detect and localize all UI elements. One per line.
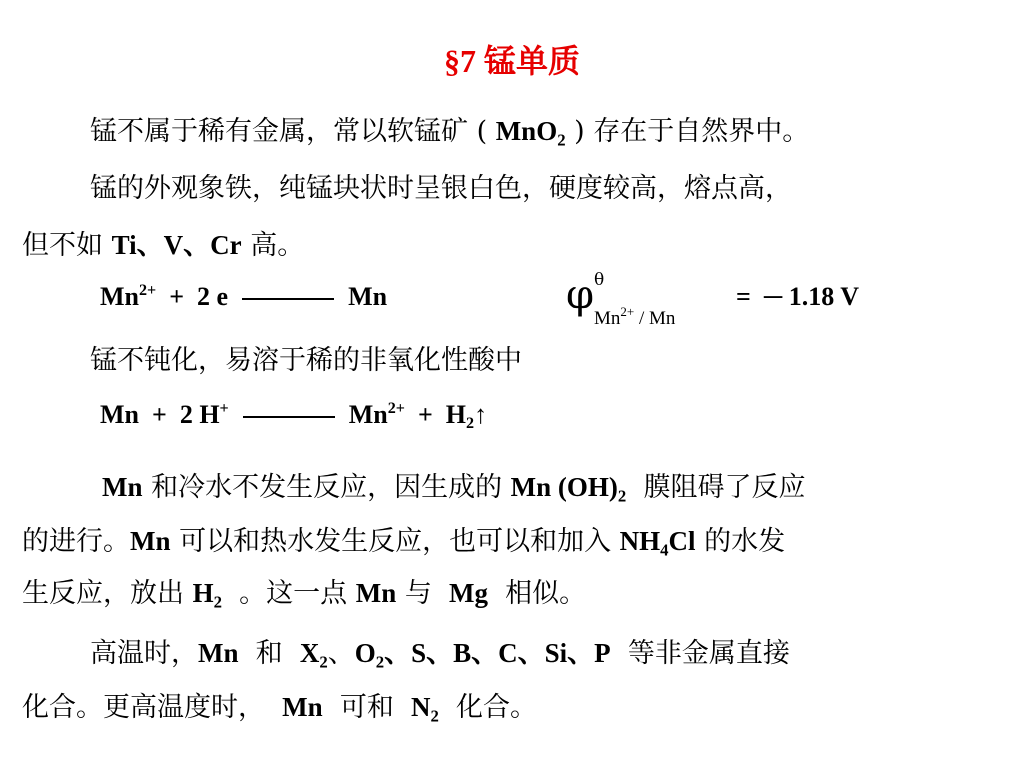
metal-list: Ti、V、Cr	[111, 230, 242, 260]
paragraph-water-line3: 生反应，放出 $H_2$ 。这一点 Mn 与 Mg 相似。	[22, 578, 587, 612]
reduction-equation: $Mn^{2+} + 2$ e Mn	[100, 282, 388, 311]
standard-potential-symbol	[566, 270, 676, 329]
paragraph-appearance-line1: 锰的外观象铁，纯锰块状时呈银白色，硬度较高，熔点高，	[90, 173, 792, 204]
phi-symbol: φ	[566, 272, 595, 318]
acid-reaction-equation: Mn + 2 H+ $Mn^{2+}$ + $H_2↑$	[100, 400, 488, 433]
paragraph-water-line1: Mn 和冷水不发生反应，因生成的 Mn $(OH)_2$ 膜阻碍了反应	[102, 472, 806, 506]
theta-superscript: θ	[594, 270, 605, 290]
equilibrium-dash	[242, 298, 334, 300]
page-title: §7 锰单质	[443, 43, 580, 79]
paragraph-water-line2: 的进行。Mn 可以和热水发生反应，也可以和加入 $NH_4Cl$ 的水发	[22, 526, 786, 560]
potential-value: = ─ 1.18 V	[736, 282, 860, 311]
equilibrium-dash	[243, 416, 335, 418]
paragraph-acid: 锰不钝化，易溶于稀的非氧化性酸中	[90, 345, 522, 376]
formula-mno2: MnO$_2$	[495, 116, 566, 150]
paragraph-high-temp-line2: 化合。更高温度时， Mn 可和 $N_2$ 化合。	[22, 692, 538, 726]
paragraph-appearance-line2: 但不如 Ti、V、Cr 高。	[22, 230, 305, 261]
paragraph-occurrence: 锰不属于稀有金属，常以软锰矿 ( MnO$_2$ ) 存在于自然界中。	[90, 116, 810, 150]
potential-subscript: $Mn^{2+}$ / Mn	[594, 303, 676, 329]
paragraph-high-temp-line1: 高温时，Mn 和 $X_2$、$O_2$、S、B、C、Si、P 等非金属直接	[90, 638, 790, 672]
